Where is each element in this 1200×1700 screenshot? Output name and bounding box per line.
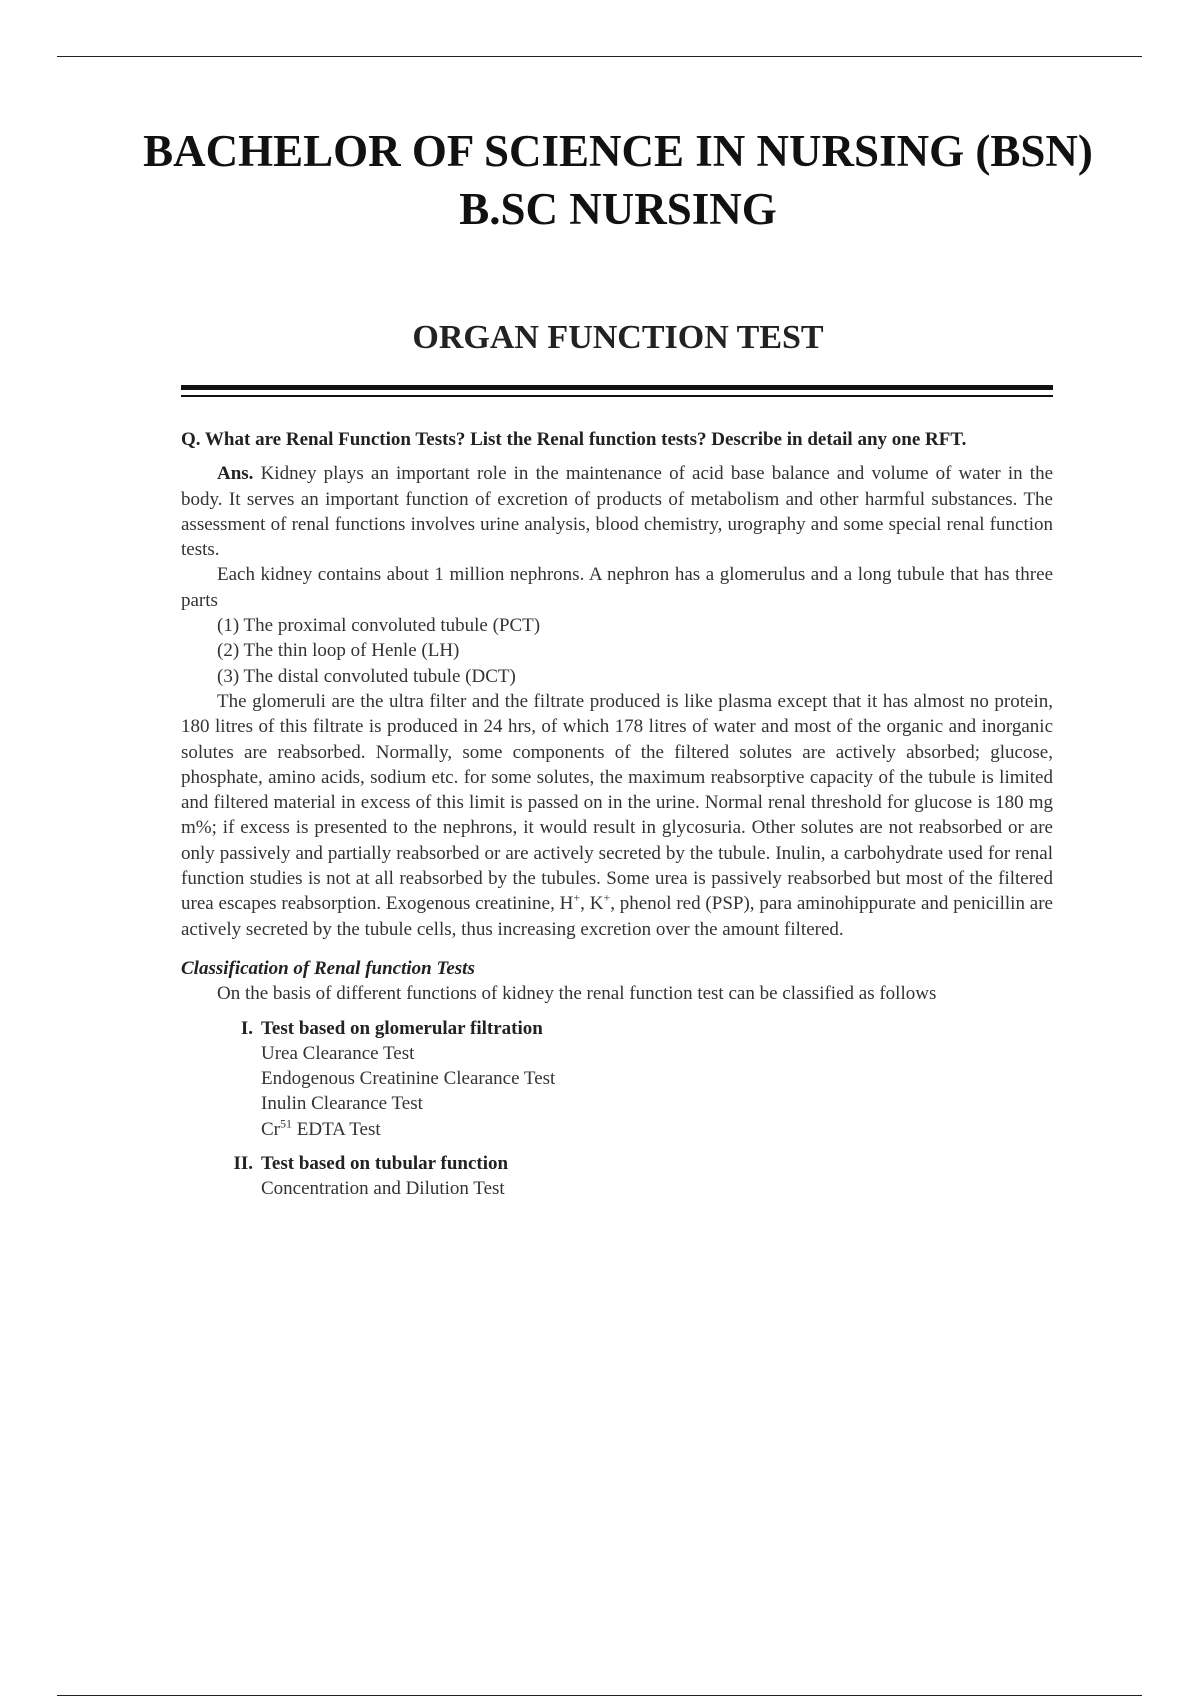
group-heading (181, 1151, 1053, 1176)
title-line-2: B.SC NURSING (459, 184, 777, 234)
answer-text-3b: , K (580, 893, 604, 915)
answer-paragraph-1 (181, 461, 1053, 562)
superscript-plus-h: + (573, 891, 581, 906)
group-number: I. (240, 1017, 253, 1039)
nephron-part-3: (3) The distal convoluted tubule (DCT) (217, 665, 516, 687)
group-items (181, 1041, 1053, 1142)
group-heading (181, 1016, 1053, 1041)
answer-text-3c: , phenol red (PSP), para aminohippurate and penicillin are actively secreted by the tubule cells, thus increasing excretion over the amount filtered. (181, 893, 1053, 940)
document-title (0, 122, 1200, 238)
answer-paragraph-3 (181, 689, 1053, 942)
superscript-plus-k: + (603, 891, 611, 906)
test-group-glomerular (181, 1016, 1053, 1142)
cr-superscript: 51 (280, 1116, 292, 1131)
list-item: Inulin Clearance Test (261, 1093, 423, 1115)
list-item (261, 1117, 1053, 1142)
section-title: ORGAN FUNCTION TEST (412, 319, 824, 356)
answer-paragraph-2: Each kidney contains about 1 million nephrons. A nephron has a glomerulus and a long tubule that has three parts (181, 564, 1053, 611)
list-item: Concentration and Dilution Test (261, 1178, 505, 1200)
list-item: Urea Clearance Test (261, 1042, 415, 1064)
group-items (181, 1176, 1053, 1201)
test-group-tubular (181, 1151, 1053, 1202)
answer-text-1: Kidney plays an important role in the maintenance of acid base balance and volume of water in the body. It serves an important function of excretion of products of metabolism and other harmful substances. The assessment of renal functions involves urine analysis, blood chemistry, urography and some special renal function tests. (181, 463, 1053, 561)
bottom-rule (57, 1695, 1142, 1696)
answer-label: Ans. (217, 463, 254, 485)
question-text: Q. What are Renal Function Tests? List the Renal function tests? Describe in detail any one RFT. (181, 429, 967, 450)
content-body (181, 427, 1053, 1202)
section-rule-thick (181, 385, 1053, 390)
classification-heading: Classification of Renal function Tests (181, 957, 475, 979)
group-title: Test based on tubular function (261, 1153, 509, 1175)
group-number: II. (233, 1153, 253, 1175)
classification-intro: On the basis of different functions of kidney the renal function test can be classified as follows (217, 983, 937, 1005)
cr-suffix: EDTA Test (292, 1118, 381, 1140)
title-line-1: BACHELOR OF SCIENCE IN NURSING (BSN) (143, 126, 1093, 176)
nephron-part-2: (2) The thin loop of Henle (LH) (217, 640, 460, 662)
group-title: Test based on glomerular filtration (261, 1017, 543, 1039)
cr-prefix: Cr (261, 1118, 280, 1140)
list-item: Endogenous Creatinine Clearance Test (261, 1068, 556, 1090)
nephron-part-1: (1) The proximal convoluted tubule (PCT) (217, 615, 541, 637)
answer-text-3a: The glomeruli are the ultra filter and the filtrate produced is like plasma except that it has almost no protein, 180 litres of this filtrate is produced in 24 hrs, of which 178 litres of water and most of the organic and inorganic solutes are reabsorbed. Normally, some components of the filtered solutes are actively absorbed; glucose, phosphate, amino acids, sodium etc. for some solutes, the maximum reabsorptive capacity of the tubule is limited and filtered material in excess of this limit is passed on in the urine. Normal renal threshold for glucose is 180 mg m%; if excess is presented to the nephrons, it would result in glycosuria. Other solutes are not reabsorbed or are only passively and partially reabsorbed or are actively secreted by the tubule. Inulin, a carbohydrate used for renal function studies is not at all reabsorbed by the tubules. Some urea is passively reabsorbed but most of the filtered urea escapes reabsorption. Exogenous creatinine, H (181, 690, 1053, 915)
top-rule (57, 56, 1142, 57)
section-rule-thin (181, 395, 1053, 397)
